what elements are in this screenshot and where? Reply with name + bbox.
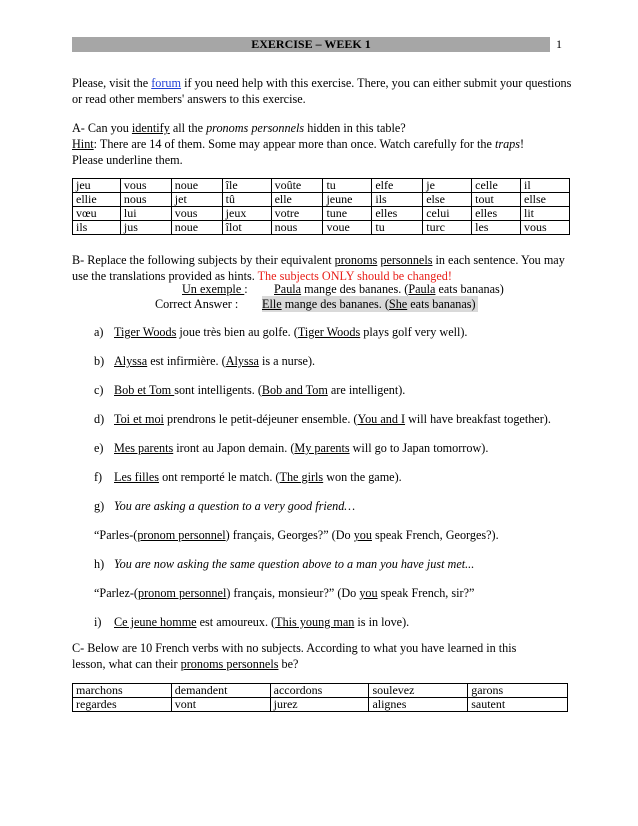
word-cell: tû bbox=[222, 193, 271, 207]
section-c-text-end: be? bbox=[278, 657, 299, 672]
table-row bbox=[73, 193, 570, 207]
item-label: d) bbox=[94, 412, 105, 426]
pronoms-personnels-term: pronoms personnels bbox=[206, 121, 305, 135]
section-b-text-cont: in each sentence. You may use the translations provided as hints. bbox=[72, 253, 565, 284]
verb-cell: accordons bbox=[270, 684, 369, 698]
item-text: is in love). bbox=[354, 615, 410, 629]
word-cell: les bbox=[472, 221, 521, 235]
item-subject-en: Alyssa bbox=[225, 354, 259, 368]
item-subject-en: Bob and Tom bbox=[261, 383, 328, 397]
pronom-personnel-blank: pronom personnel bbox=[137, 528, 226, 542]
item-text: est infirmière. ( bbox=[147, 354, 226, 368]
answer-colon: : bbox=[231, 297, 239, 311]
pronoms-word: pronoms bbox=[334, 253, 378, 267]
word-cell: vous bbox=[521, 221, 570, 235]
word-cell: îlot bbox=[222, 221, 271, 235]
word-cell: ellie bbox=[73, 193, 121, 207]
section-b-paragraph bbox=[72, 252, 572, 284]
table-row bbox=[73, 179, 570, 193]
word-cell: celui bbox=[423, 207, 472, 221]
example-end: eats bananas) bbox=[435, 282, 504, 296]
verb-cell: soulevez bbox=[369, 684, 468, 698]
item-text: iront au Japon demain. ( bbox=[173, 441, 295, 455]
you-word: you bbox=[353, 528, 372, 542]
word-cell: voûte bbox=[271, 179, 323, 193]
word-cell: vous bbox=[171, 207, 222, 221]
word-cell: vous bbox=[120, 179, 171, 193]
traps-word: traps bbox=[494, 137, 521, 152]
word-cell: nous bbox=[120, 193, 171, 207]
verb-table bbox=[72, 683, 568, 712]
item-prompt: You are asking a question to a very good friend… bbox=[114, 499, 356, 513]
intro-paragraph bbox=[72, 75, 572, 107]
item-prompt: You are now asking the same question above to a man you have just met... bbox=[114, 557, 475, 571]
exercise-item bbox=[94, 382, 594, 398]
example-rest: mange des bananes. ( bbox=[301, 282, 409, 296]
exercise-item-h bbox=[94, 556, 594, 572]
example-subject-en: Paula bbox=[408, 282, 436, 296]
item-text: are intelligent). bbox=[327, 383, 406, 397]
example-subject: Paula bbox=[274, 282, 302, 296]
exercise-item bbox=[94, 440, 594, 456]
word-cell: jus bbox=[120, 221, 171, 235]
verb-cell: regardes bbox=[73, 698, 172, 712]
exercise-item bbox=[94, 324, 594, 340]
hint-text: : There are 14 of them. Some may appear more than once. Watch carefully for the bbox=[93, 137, 495, 152]
answer-line bbox=[155, 296, 238, 312]
verb-cell: alignes bbox=[369, 698, 468, 712]
word-cell: turc bbox=[423, 221, 472, 235]
word-cell: votre bbox=[271, 207, 323, 221]
item-label: e) bbox=[94, 441, 104, 455]
word-cell: jet bbox=[171, 193, 222, 207]
word-cell: jeux bbox=[222, 207, 271, 221]
you-word: you bbox=[359, 586, 378, 600]
example-line bbox=[182, 281, 248, 297]
word-cell: ils bbox=[73, 221, 121, 235]
pronoun-search-table bbox=[72, 178, 570, 235]
section-c-text: C- Below are 10 French verbs with no subjects. According to what you have learned in this lesson, what can their bbox=[72, 641, 517, 672]
personnels-word: personnels bbox=[380, 253, 433, 267]
item-text: joue très bien au golfe. ( bbox=[176, 325, 298, 339]
section-a-text: A- Can you bbox=[72, 121, 132, 135]
word-cell: elles bbox=[472, 207, 521, 221]
answer-subject: Elle bbox=[262, 297, 282, 311]
verb-cell: sautent bbox=[468, 698, 568, 712]
word-cell: nous bbox=[271, 221, 323, 235]
item-text: won the game). bbox=[323, 470, 402, 484]
item-subject-en: The girls bbox=[279, 470, 324, 484]
table-row bbox=[73, 698, 568, 712]
section-a-text: hidden in this table? bbox=[304, 121, 406, 135]
verb-cell: marchons bbox=[73, 684, 172, 698]
item-label: g) bbox=[94, 499, 105, 513]
item-text: is a nurse). bbox=[258, 354, 316, 368]
item-text: est amoureux. ( bbox=[196, 615, 276, 629]
quote-text: speak French, sir?” bbox=[377, 586, 475, 600]
quote-text: “Parles-( bbox=[94, 528, 138, 542]
intro-text-cont: if you need help with this exercise. There, you can either submit your questions or read other members' answers to this exercise. bbox=[72, 76, 572, 107]
verb-cell: jurez bbox=[270, 698, 369, 712]
instruction-text: Please underline them. bbox=[72, 153, 183, 168]
table-row bbox=[73, 221, 570, 235]
page-number: 1 bbox=[556, 37, 562, 51]
word-cell: ils bbox=[372, 193, 423, 207]
item-text: will go to Japan tomorrow). bbox=[349, 441, 489, 455]
item-text: plays golf very well). bbox=[360, 325, 468, 339]
quote-text: ) français, monsieur?” (Do bbox=[226, 586, 360, 600]
quote-text: ) français, Georges?” (Do bbox=[225, 528, 354, 542]
example-sentence bbox=[274, 281, 504, 297]
item-subject-fr: Toi et moi bbox=[114, 412, 164, 426]
item-label: c) bbox=[94, 383, 104, 397]
word-cell: noue bbox=[171, 179, 222, 193]
item-subject-en: My parents bbox=[294, 441, 350, 455]
warning-text: The subjects ONLY should be changed! bbox=[257, 269, 452, 284]
word-cell: jeu bbox=[73, 179, 121, 193]
quote-text: speak French, Georges?). bbox=[371, 528, 499, 542]
item-text: ont remporté le match. ( bbox=[159, 470, 280, 484]
section-a-text: all the bbox=[169, 121, 207, 135]
item-text: prendrons le petit-déjeuner ensemble. ( bbox=[163, 412, 358, 426]
identify-word: identify bbox=[131, 121, 170, 135]
table-row bbox=[73, 207, 570, 221]
word-cell: ellse bbox=[521, 193, 570, 207]
word-cell: vœu bbox=[73, 207, 121, 221]
word-cell: lit bbox=[521, 207, 570, 221]
exercise-item bbox=[94, 469, 594, 485]
word-cell: il bbox=[521, 179, 570, 193]
quote-g bbox=[94, 527, 594, 543]
item-subject-en: This young man bbox=[275, 615, 355, 629]
item-subject-fr: Ce jeune homme bbox=[114, 615, 197, 629]
word-cell: noue bbox=[171, 221, 222, 235]
word-cell: île bbox=[222, 179, 271, 193]
hint-end: ! bbox=[520, 137, 525, 152]
page-header-title: EXERCISE – WEEK 1 bbox=[72, 37, 550, 52]
word-cell: lui bbox=[120, 207, 171, 221]
pronoms-personnels-term: pronoms personnels bbox=[180, 657, 279, 672]
table-row bbox=[73, 684, 568, 698]
word-cell: tout bbox=[472, 193, 521, 207]
item-subject-fr: Bob et Tom bbox=[114, 383, 175, 397]
quote-text: “Parlez-( bbox=[94, 586, 138, 600]
exercise-item-i bbox=[94, 614, 594, 630]
word-cell: elle bbox=[271, 193, 323, 207]
item-subject-en: Tiger Woods bbox=[297, 325, 361, 339]
answer-subject-en: She bbox=[388, 297, 408, 311]
item-subject-fr: Alyssa bbox=[114, 354, 148, 368]
intro-text: Please, visit the bbox=[72, 76, 152, 90]
exercise-item bbox=[94, 353, 594, 369]
item-label: f) bbox=[94, 470, 103, 484]
word-cell: je bbox=[423, 179, 472, 193]
word-cell: else bbox=[423, 193, 472, 207]
item-label: i) bbox=[94, 615, 102, 629]
answer-label: Correct Answer bbox=[155, 297, 232, 311]
word-cell: celle bbox=[472, 179, 521, 193]
answer-rest: mange des bananes. ( bbox=[281, 297, 389, 311]
example-colon: : bbox=[244, 282, 248, 296]
word-cell: voue bbox=[323, 221, 372, 235]
word-cell: elfe bbox=[372, 179, 423, 193]
word-cell: tu bbox=[372, 221, 423, 235]
pronom-personnel-blank: pronom personnel bbox=[137, 586, 227, 600]
exercise-item bbox=[94, 411, 594, 427]
verb-cell: demandent bbox=[171, 684, 270, 698]
word-cell: tune bbox=[323, 207, 372, 221]
item-label: h) bbox=[94, 557, 105, 571]
word-cell: tu bbox=[323, 179, 372, 193]
item-subject-fr: Mes parents bbox=[114, 441, 174, 455]
answer-sentence bbox=[262, 296, 478, 312]
item-label: b) bbox=[94, 354, 105, 368]
quote-h bbox=[94, 585, 594, 601]
word-cell: jeune bbox=[323, 193, 372, 207]
item-label: a) bbox=[94, 325, 104, 339]
verb-cell: vont bbox=[171, 698, 270, 712]
item-subject-en: You and I bbox=[357, 412, 406, 426]
word-cell: elles bbox=[372, 207, 423, 221]
item-text: sont intelligents. ( bbox=[174, 383, 262, 397]
example-label: Un exemple bbox=[182, 282, 245, 296]
verb-cell: garons bbox=[468, 684, 568, 698]
answer-end: eats bananas) bbox=[407, 297, 476, 311]
hint-label: Hint bbox=[72, 137, 94, 152]
item-subject-fr: Les filles bbox=[114, 470, 160, 484]
forum-link[interactable]: forum bbox=[151, 76, 182, 90]
section-b-text: B- Replace the following subjects by their equivalent bbox=[72, 253, 335, 267]
section-c-paragraph bbox=[72, 640, 542, 672]
item-subject-fr: Tiger Woods bbox=[114, 325, 177, 339]
item-text: will have breakfast together). bbox=[405, 412, 551, 426]
exercise-item-g bbox=[94, 498, 594, 514]
section-a-paragraph bbox=[72, 120, 582, 168]
